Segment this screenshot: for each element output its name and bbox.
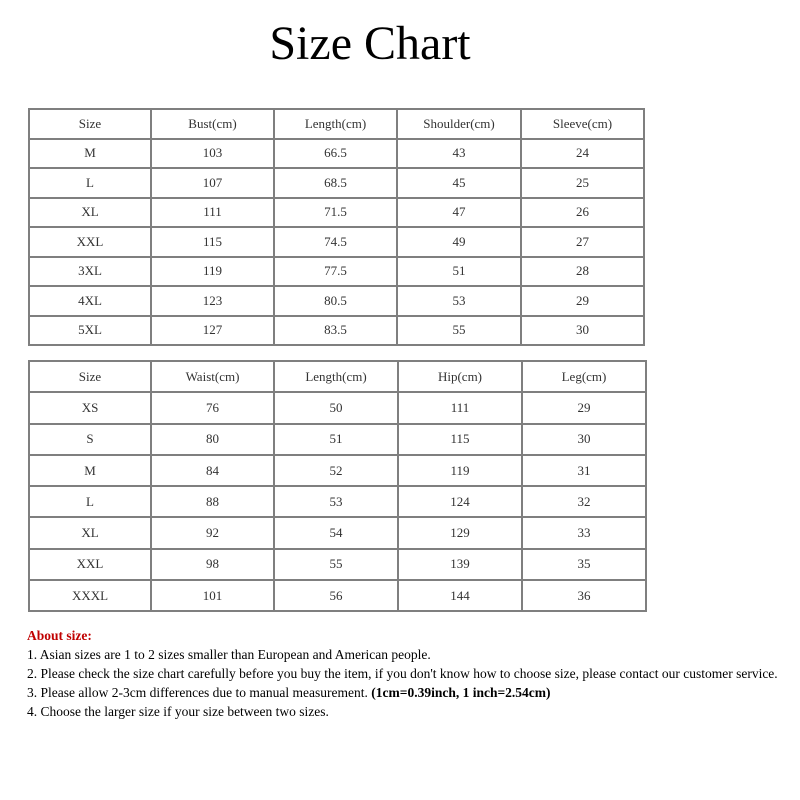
size-cell: L (29, 486, 151, 517)
measurement-cell: 103 (151, 139, 274, 169)
table-row (29, 316, 644, 346)
table-row (29, 486, 646, 517)
table-row (29, 392, 646, 423)
note-item: 2. Please check the size chart carefully before you buy the item, if you don't know how to choose size, please contact our customer service. (27, 666, 778, 681)
note-item (27, 683, 797, 702)
note-conversion: (1cm=0.39inch, 1 inch=2.54cm) (371, 685, 551, 700)
size-notes (27, 626, 797, 721)
measurement-cell: 80.5 (274, 286, 397, 316)
header-cell: Shoulder(cm) (397, 109, 521, 139)
header-cell: Length(cm) (274, 361, 398, 392)
measurement-cell: 56 (274, 580, 398, 611)
measurement-cell: 30 (521, 316, 644, 346)
measurement-cell: 127 (151, 316, 274, 346)
table-row (29, 424, 646, 455)
size-cell: XL (29, 517, 151, 548)
size-cell: M (29, 455, 151, 486)
measurement-cell: 51 (397, 257, 521, 287)
measurement-cell: 98 (151, 549, 274, 580)
measurement-cell: 45 (397, 168, 521, 198)
note-item: 1. Asian sizes are 1 to 2 sizes smaller than European and American people. (27, 647, 431, 662)
size-cell: XXL (29, 549, 151, 580)
table-row (29, 139, 644, 169)
table-row (29, 580, 646, 611)
measurement-cell: 115 (151, 227, 274, 257)
measurement-cell: 36 (522, 580, 646, 611)
measurement-cell: 80 (151, 424, 274, 455)
measurement-cell: 124 (398, 486, 522, 517)
measurement-cell: 119 (151, 257, 274, 287)
note-text: 3. Please allow 2-3cm differences due to manual measurement. (27, 685, 372, 700)
measurement-cell: 92 (151, 517, 274, 548)
measurement-cell: 111 (151, 198, 274, 228)
measurement-cell: 88 (151, 486, 274, 517)
note-item: 4. Choose the larger size if your size between two sizes. (27, 704, 329, 719)
measurement-cell: 101 (151, 580, 274, 611)
measurement-cell: 29 (522, 392, 646, 423)
measurement-cell: 33 (522, 517, 646, 548)
table-row (29, 227, 644, 257)
measurement-cell: 53 (274, 486, 398, 517)
measurement-cell: 111 (398, 392, 522, 423)
measurement-cell: 115 (398, 424, 522, 455)
measurement-cell: 66.5 (274, 139, 397, 169)
table-header-row (29, 109, 644, 139)
header-cell: Waist(cm) (151, 361, 274, 392)
measurement-cell: 31 (522, 455, 646, 486)
table-row (29, 455, 646, 486)
table-row (29, 549, 646, 580)
measurement-cell: 51 (274, 424, 398, 455)
header-cell: Bust(cm) (151, 109, 274, 139)
table-row (29, 517, 646, 548)
header-cell: Length(cm) (274, 109, 397, 139)
measurement-cell: 26 (521, 198, 644, 228)
measurement-cell: 35 (522, 549, 646, 580)
measurement-cell: 54 (274, 517, 398, 548)
measurement-cell: 123 (151, 286, 274, 316)
size-cell: XXL (29, 227, 151, 257)
measurement-cell: 68.5 (274, 168, 397, 198)
table-row (29, 198, 644, 228)
tops-size-table (28, 108, 645, 346)
table-row (29, 257, 644, 287)
measurement-cell: 129 (398, 517, 522, 548)
measurement-cell: 50 (274, 392, 398, 423)
measurement-cell: 27 (521, 227, 644, 257)
header-cell: Sleeve(cm) (521, 109, 644, 139)
measurement-cell: 30 (522, 424, 646, 455)
measurement-cell: 77.5 (274, 257, 397, 287)
size-cell: 3XL (29, 257, 151, 287)
table-row (29, 168, 644, 198)
notes-heading: About size: (27, 628, 92, 643)
bottoms-size-table (28, 360, 647, 612)
measurement-cell: 84 (151, 455, 274, 486)
measurement-cell: 53 (397, 286, 521, 316)
size-cell: 4XL (29, 286, 151, 316)
table-row (29, 286, 644, 316)
header-cell: Hip(cm) (398, 361, 522, 392)
header-cell: Size (29, 361, 151, 392)
size-cell: 5XL (29, 316, 151, 346)
measurement-cell: 71.5 (274, 198, 397, 228)
measurement-cell: 47 (397, 198, 521, 228)
size-cell: L (29, 168, 151, 198)
measurement-cell: 25 (521, 168, 644, 198)
measurement-cell: 83.5 (274, 316, 397, 346)
measurement-cell: 107 (151, 168, 274, 198)
header-cell: Leg(cm) (522, 361, 646, 392)
measurement-cell: 52 (274, 455, 398, 486)
measurement-cell: 28 (521, 257, 644, 287)
measurement-cell: 119 (398, 455, 522, 486)
page-title: Size Chart (269, 17, 471, 70)
measurement-cell: 144 (398, 580, 522, 611)
size-cell: S (29, 424, 151, 455)
measurement-cell: 43 (397, 139, 521, 169)
measurement-cell: 76 (151, 392, 274, 423)
table-header-row (29, 361, 646, 392)
measurement-cell: 74.5 (274, 227, 397, 257)
measurement-cell: 29 (521, 286, 644, 316)
measurement-cell: 55 (397, 316, 521, 346)
header-cell: Size (29, 109, 151, 139)
measurement-cell: 49 (397, 227, 521, 257)
measurement-cell: 32 (522, 486, 646, 517)
size-cell: XL (29, 198, 151, 228)
measurement-cell: 55 (274, 549, 398, 580)
size-cell: XS (29, 392, 151, 423)
size-cell: XXXL (29, 580, 151, 611)
size-cell: M (29, 139, 151, 169)
measurement-cell: 139 (398, 549, 522, 580)
measurement-cell: 24 (521, 139, 644, 169)
